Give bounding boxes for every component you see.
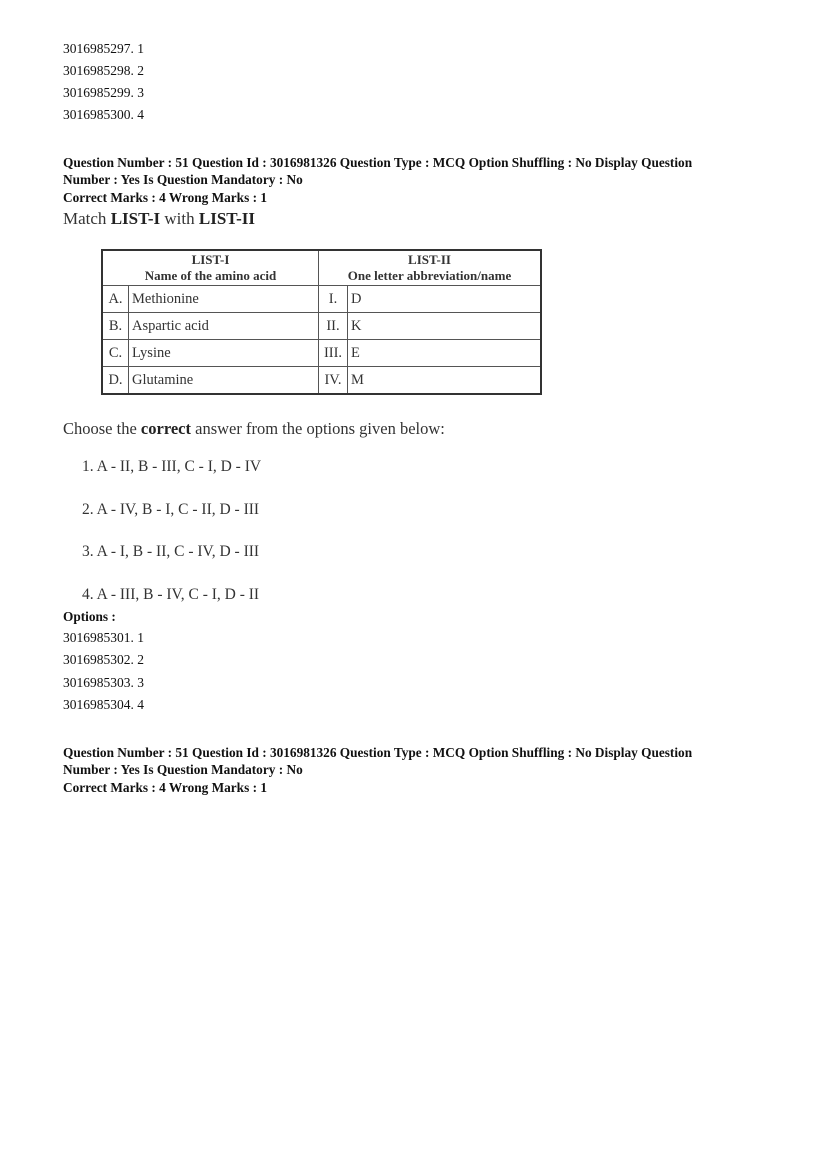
option-3: 3016985303. 3 [63, 675, 144, 690]
option-2: 3016985302. 2 [63, 652, 144, 667]
question-header-line2: Number : Yes Is Question Mandatory : No [63, 172, 303, 187]
match-table [101, 249, 542, 395]
answer-choice-3: 3. A - I, B - II, C - IV, D - III [82, 543, 260, 560]
match-prompt: Match LIST-I with LIST-II [63, 209, 255, 228]
option-1: 3016985301. 1 [63, 630, 144, 645]
options-label: Options : [63, 609, 116, 624]
next-question-header [63, 744, 763, 778]
prev-option-4: 3016985300. 4 [63, 107, 144, 122]
table-row: C. Lysine III. E [102, 340, 541, 367]
option-4: 3016985304. 4 [63, 697, 144, 712]
prev-option-2: 3016985298. 2 [63, 63, 144, 78]
list2-header: LIST-II One letter abbreviation/name [319, 250, 542, 286]
next-question-header-line1: Question Number : 51 Question Id : 3016981326 Question Type : MCQ Option Shuffling : No Display Question [63, 745, 693, 760]
answer-choice-1: 1. A - II, B - III, C - I, D - IV [82, 458, 262, 475]
match-table-header [102, 250, 541, 286]
table-row: A. Methionine I. D [102, 286, 541, 313]
question-marks: Correct Marks : 4 Wrong Marks : 1 [63, 190, 267, 205]
next-question-header-line2: Number : Yes Is Question Mandatory : No [63, 762, 303, 777]
answer-choice-4: 4. A - III, B - IV, C - I, D - II [82, 586, 260, 603]
table-row: B. Aspartic acid II. K [102, 313, 541, 340]
answer-choice-2: 2. A - IV, B - I, C - II, D - III [82, 501, 260, 518]
question-header [63, 154, 763, 188]
table-row: D. Glutamine IV. M [102, 367, 541, 395]
list1-header: LIST-I Name of the amino acid [102, 250, 319, 286]
prev-option-1: 3016985297. 1 [63, 41, 144, 56]
prev-option-3: 3016985299. 3 [63, 85, 144, 100]
next-question-marks: Correct Marks : 4 Wrong Marks : 1 [63, 780, 267, 795]
question-header-line1: Question Number : 51 Question Id : 3016981326 Question Type : MCQ Option Shuffling : No Display Question [63, 155, 693, 170]
choose-prompt: Choose the correct answer from the options given below: [63, 419, 445, 438]
